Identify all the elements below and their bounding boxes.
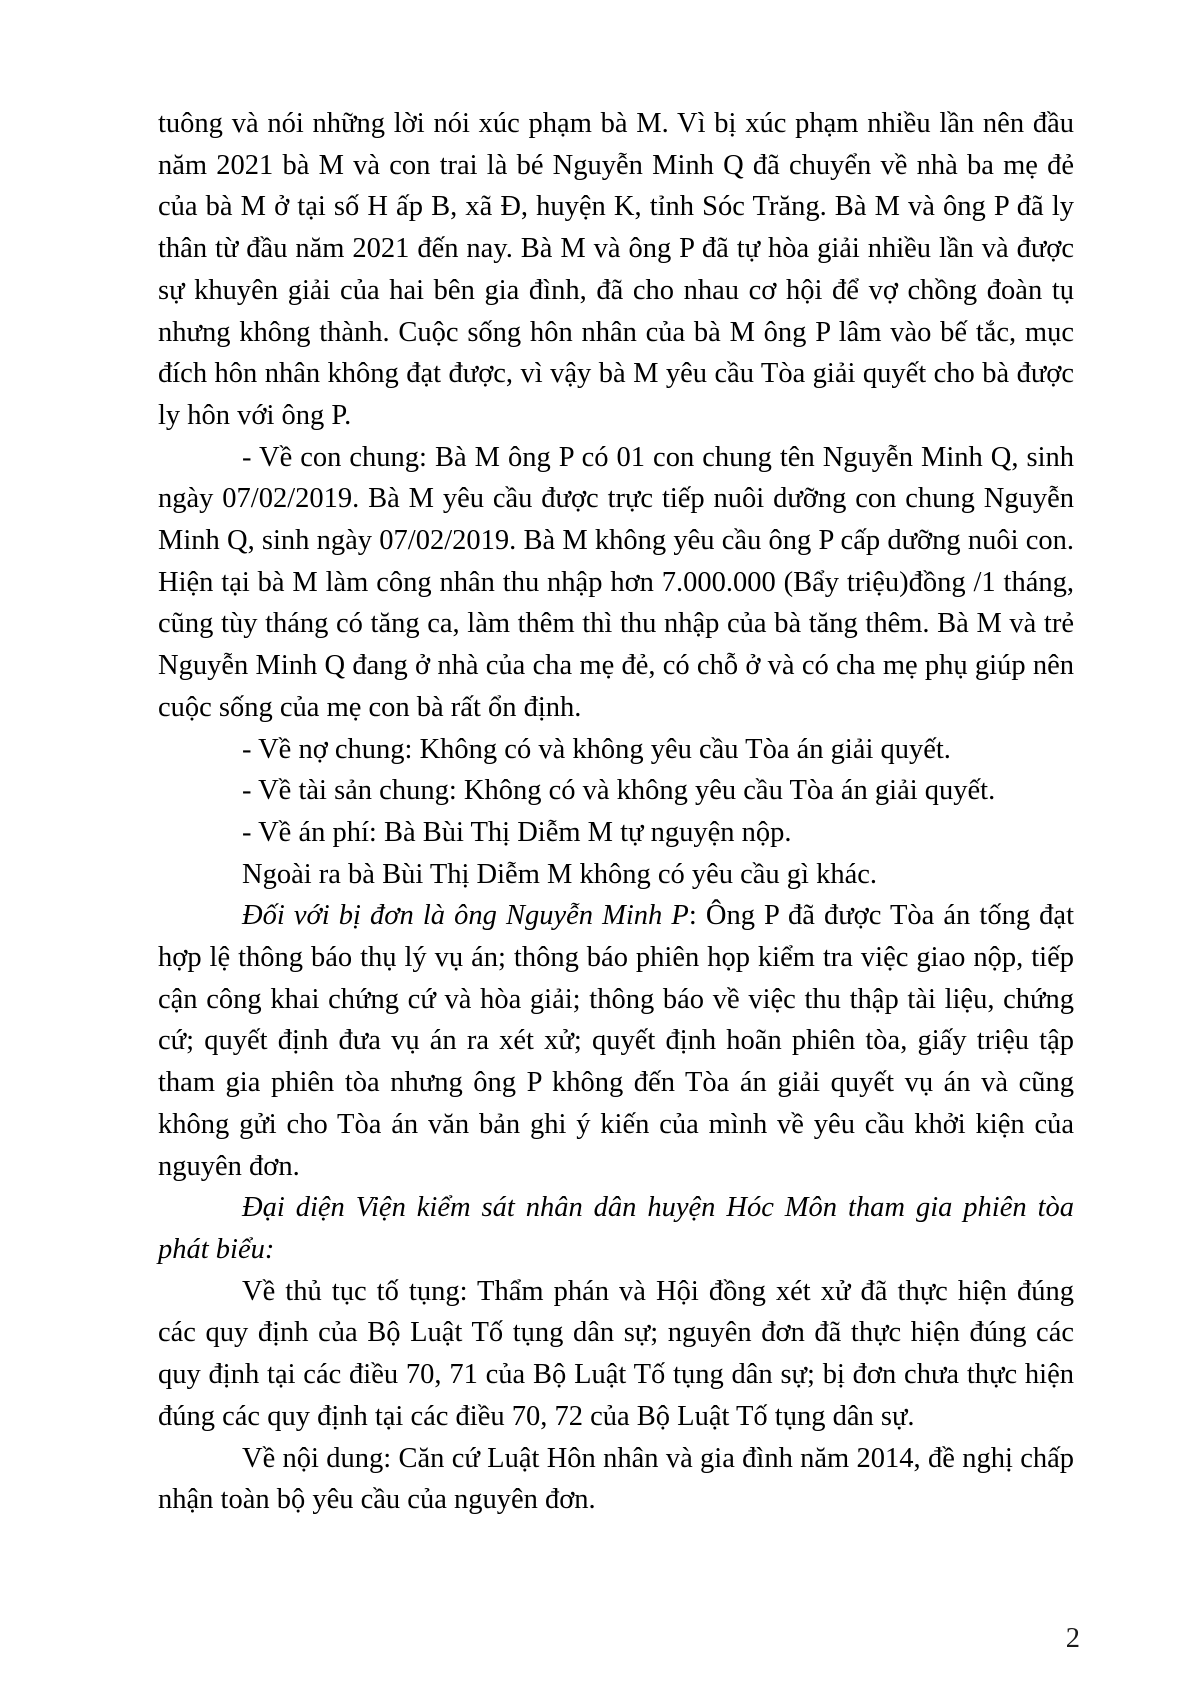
document-body <box>158 103 1074 1521</box>
page-number: 2 <box>1065 1623 1080 1654</box>
text-run: Về thủ tục tố tụng: Thẩm phán và Hội đồng xét xử đã thực hiện đúng các quy định của Bộ Luật Tố tụng dân sự; nguyên đơn đã thực hiện đúng các quy định tại các điều 70, 71 của Bộ Luật Tố tụng dân sự; bị đơn chưa thực hiện đúng các quy định tại các điều 70, 72 của Bộ Luật Tố tụng dân sự. <box>158 1275 1074 1432</box>
text-run: - Về nợ chung: Không có và không yêu cầu Tòa án giải quyết. <box>242 733 951 765</box>
text-run: - Về con chung: Bà M ông P có 01 con chung tên Nguyễn Minh Q, sinh ngày 07/02/2019. Bà M yêu cầu được trực tiếp nuôi dưỡng con chung Nguyễn Minh Q, sinh ngày 07/02/2019. Bà M không yêu cầu ông P cấp dưỡng nuôi con. Hiện tại bà M làm công nhân thu nhập hơn 7.000.000 (Bẩy triệu)đồng /1 tháng, cũng tùy tháng có tăng ca, làm thêm thì thu nhập của bà tăng thêm. Bà M và trẻ Nguyễn Minh Q đang ở nhà của cha mẹ đẻ, có chỗ ở và có cha mẹ phụ giúp nên cuộc sống của mẹ con bà rất ổn định. <box>158 441 1074 723</box>
text-run: Về nội dung: Căn cứ Luật Hôn nhân và gia đình năm 2014, đề nghị chấp nhận toàn bộ yêu cầu của nguyên đơn. <box>158 1442 1074 1516</box>
paragraph <box>158 770 1074 812</box>
paragraph <box>158 895 1074 1187</box>
text-run: tuông và nói những lời nói xúc phạm bà M. Vì bị xúc phạm nhiều lần nên đầu năm 2021 bà M và con trai là bé Nguyễn Minh Q đã chuyển về nhà ba mẹ đẻ của bà M ở tại số H ấp B, xã Đ, huyện K, tỉnh Sóc Trăng. Bà M và ông P đã ly thân từ đầu năm 2021 đến nay. Bà M và ông P đã tự hòa giải nhiều lần và được sự khuyên giải của hai bên gia đình, đã cho nhau cơ hội để vợ chồng đoàn tụ nhưng không thành. Cuộc sống hôn nhân của bà M ông P lâm vào bế tắc, mục đích hôn nhân không đạt được, vì vậy bà M yêu cầu Tòa giải quyết cho bà được ly hôn với ông P. <box>158 108 1074 431</box>
paragraph <box>158 103 1074 437</box>
paragraph <box>158 729 1074 771</box>
paragraph <box>158 812 1074 854</box>
text-run: - Về án phí: Bà Bùi Thị Diễm M tự nguyện nộp. <box>242 816 792 848</box>
text-run: Đại diện Viện kiểm sát nhân dân huyện Hóc Môn tham gia phiên tòa phát biểu: <box>158 1192 1074 1265</box>
paragraph <box>158 1271 1074 1438</box>
text-run: Ngoài ra bà Bùi Thị Diễm M không có yêu cầu gì khác. <box>242 858 878 890</box>
paragraph <box>158 437 1074 729</box>
paragraph <box>158 854 1074 896</box>
paragraph <box>158 1438 1074 1521</box>
text-run: - Về tài sản chung: Không có và không yêu cầu Tòa án giải quyết. <box>242 775 996 807</box>
paragraph <box>158 1187 1074 1270</box>
text-run: Đối với bị đơn là ông Nguyễn Minh P <box>242 900 689 932</box>
text-run: : Ông P đã được Tòa án tống đạt hợp lệ thông báo thụ lý vụ án; thông báo phiên họp kiểm tra việc giao nộp, tiếp cận công khai chứng cứ và hòa giải; thông báo về việc thu thập tài liệu, chứng cứ; quyết định đưa vụ án ra xét xử; quyết định hoãn phiên tòa, giấy triệu tập tham gia phiên tòa nhưng ông P không đến Tòa án giải quyết vụ án và cũng không gửi cho Tòa án văn bản ghi ý kiến của mình về yêu cầu khởi kiện của nguyên đơn. <box>158 900 1074 1182</box>
